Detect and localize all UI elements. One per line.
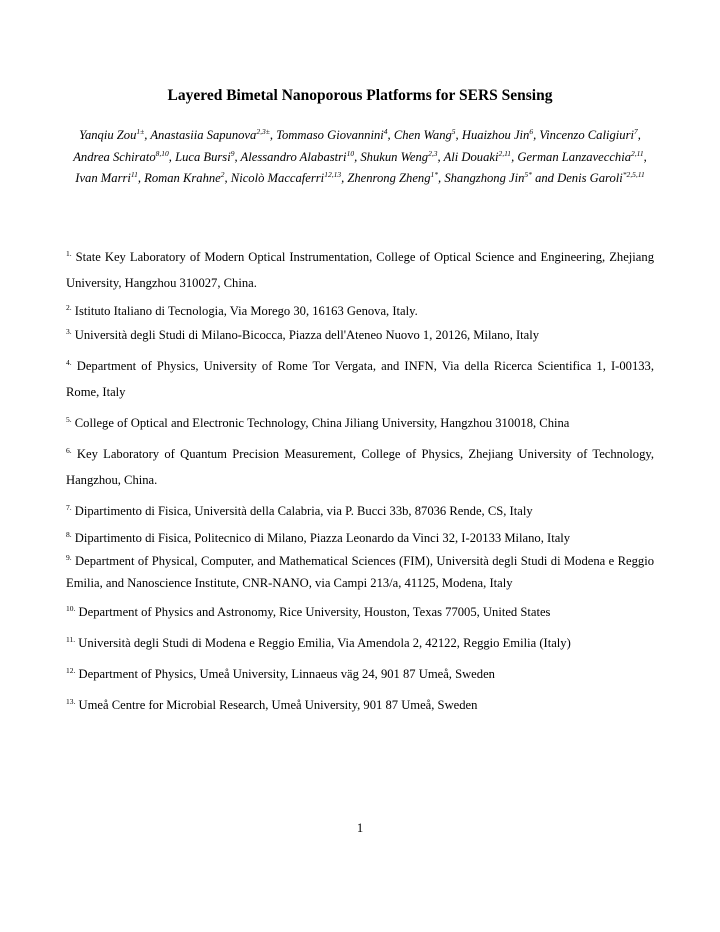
affiliation-number: 3.: [66, 327, 72, 336]
affiliation-text: Department of Physics, University of Rome Tor Vergata, and INFN, Via della Ricerca Scientifica 1, I-00133, Rome, Italy: [66, 359, 654, 399]
author: [276, 128, 387, 142]
affiliation: [66, 410, 654, 436]
author: [360, 150, 437, 164]
affiliation: [66, 550, 654, 594]
affiliation-number: 9.: [66, 553, 72, 562]
affiliation-text: Department of Physics and Astronomy, Rice University, Houston, Texas 77005, United States: [75, 605, 551, 619]
affiliation: [66, 498, 654, 524]
author-affiliation-mark: 8,10: [155, 148, 169, 158]
author-name: Yanqiu Zou: [79, 128, 137, 142]
author-affiliation-mark: 12,13: [324, 170, 342, 180]
affiliation-number: 12.: [66, 666, 76, 675]
affiliation-number: 6.: [66, 446, 72, 455]
author: [444, 150, 512, 164]
author: [539, 128, 637, 142]
affiliation: [66, 441, 654, 493]
author-affiliation-mark: 2: [220, 170, 225, 180]
affiliation: [66, 599, 654, 625]
author-name: Andrea Schirato: [73, 149, 156, 164]
affiliation-number: 8.: [66, 530, 72, 539]
affiliation-text: Key Laboratory of Quantum Precision Measurement, College of Physics, Zhejiang University of Technology, Hangzhou, China.: [66, 447, 654, 487]
affiliation-text: Dipartimento di Fisica, Politecnico di Milano, Piazza Leonardo da Vinci 32, I-20133 Milano, Italy: [71, 531, 571, 545]
paper-title: Layered Bimetal Nanoporous Platforms for SERS Sensing: [167, 87, 553, 104]
author: [73, 150, 169, 164]
affiliation: [66, 322, 654, 348]
affiliation: [66, 526, 654, 550]
author-name: Anastasiia Sapunova: [150, 128, 257, 142]
affiliation-text: Università degli Studi di Modena e Reggio Emilia, Via Amendola 2, 42122, Reggio Emilia (Italy): [75, 636, 571, 650]
author-affiliation-mark: 6: [529, 127, 534, 136]
author-affiliation-mark: 7: [633, 127, 638, 136]
author-affiliation-mark: 2,11: [498, 148, 512, 158]
author-name: Shukun Weng: [360, 149, 429, 164]
author-name: German Lanzavecchia: [517, 149, 632, 164]
affiliation: [66, 661, 654, 687]
author: [175, 150, 234, 164]
author-affiliation-mark: *2,5,11: [622, 170, 645, 180]
affiliation-number: 11.: [66, 635, 76, 644]
author-name: Chen Wang: [393, 128, 452, 142]
author-name: Luca Bursi: [175, 149, 231, 164]
affiliation-text: Università degli Studi di Milano-Bicocca, Piazza dell'Ateneo Nuovo 1, 20126, Milano, Italy: [71, 328, 540, 342]
author: [394, 128, 456, 142]
affiliation-number: 2.: [66, 303, 72, 312]
affiliation-text: College of Optical and Electronic Technology, China Jiliang University, Hangzhou 310018, China: [71, 416, 570, 430]
page-number: 1: [356, 821, 364, 835]
author: [444, 171, 532, 185]
affiliation-number: 4.: [66, 358, 72, 367]
author-name: Ali Douaki: [443, 149, 499, 164]
author-name: Shangzhong Jin: [444, 171, 525, 186]
affiliation-text: Department of Physics, Umeå University, Linnaeus väg 24, 901 87 Umeå, Sweden: [75, 667, 495, 681]
affiliation: [66, 244, 654, 296]
affiliation-text: Istituto Italiano di Tecnologia, Via Morego 30, 16163 Genova, Italy.: [71, 304, 418, 318]
affiliation: [66, 630, 654, 656]
author: [144, 171, 224, 185]
author: [241, 150, 355, 164]
affiliation: [66, 353, 654, 405]
author-affiliation-mark: 1*: [430, 170, 439, 180]
affiliation-number: 13.: [66, 697, 76, 706]
author-affiliation-mark: 5: [451, 127, 456, 136]
author-affiliation-mark: 4: [383, 127, 388, 136]
author-name: Nicolò Maccaferri: [230, 171, 325, 186]
author-name: Alessandro Alabastri: [240, 149, 347, 164]
author: [462, 128, 533, 142]
author-affiliation-mark: 1±: [136, 127, 145, 136]
affiliation-number: 10.: [66, 604, 76, 613]
author: [557, 171, 645, 185]
author-affiliation-mark: 11: [130, 170, 138, 180]
author-name: Zhenrong Zheng: [347, 171, 431, 186]
author-affiliation-mark: 2,3±: [256, 127, 270, 136]
author: [231, 171, 341, 185]
author-list: Yanqiu Zou$^{1\pm}$, Anastasiia Sapunova$^{2,3\pm}$, Tommaso Giovannini$^4$, Chen Wang$^5$, Huaizhou Jin$^6$, Vincenzo Caligiuri$^7$, Andrea Schirato$^{8,10}$, Luca Bursi$^9$, Alessandro Alabastri$^{10}$, Shukun Weng$^{2,3}$, Ali Douaki$^{2,11}$, German Lanzavecchia$^{2,11}$, Ivan Marri$^{11}$, Roman Krahne$^2$, Nicolò Maccaferri$^{12,13}$, Zhenrong Zheng$^{1*}$, Shangzhong Jin$^{5*}$ and Denis Garoli$^{*2,5,11}$: [73, 127, 647, 186]
author: [517, 150, 643, 164]
affiliation: [66, 300, 654, 322]
author: [150, 128, 270, 142]
author-affiliation-mark: 9: [230, 148, 235, 158]
affiliation-number: 1.: [66, 249, 72, 258]
affiliation-text: Umeå Centre for Microbial Research, Umeå University, 901 87 Umeå, Sweden: [75, 698, 478, 712]
author: [79, 128, 144, 142]
author-affiliation-mark: 5*: [524, 170, 532, 180]
author-affiliation-mark: 10: [346, 148, 355, 158]
affiliation-number: 5.: [66, 415, 72, 424]
author-name: Roman Krahne: [144, 171, 221, 186]
affiliation-text: Department of Physical, Computer, and Mathematical Sciences (FIM), Università degli Studi di Modena e Reggio Emilia, and Nanoscience Institute, CNR-NANO, via Campi 213/a, 41125, Modena, Italy: [66, 554, 654, 590]
author-affiliation-mark: 2,11: [631, 148, 644, 158]
affiliation-text: Dipartimento di Fisica, Università della Calabria, via P. Bucci 33b, 87036 Rende, CS, Italy: [71, 504, 533, 518]
affiliation: [66, 692, 654, 718]
author: [75, 171, 138, 185]
author: [347, 171, 438, 185]
author-name: Tommaso Giovannini: [276, 128, 384, 142]
affiliation-number: 7.: [66, 503, 72, 512]
author-name: Vincenzo Caligiuri: [539, 128, 634, 142]
author-name: Denis Garoli: [557, 171, 623, 186]
affiliation-text: State Key Laboratory of Modern Optical Instrumentation, College of Optical Science and Engineering, Zhejiang University, Hangzhou 310027, China.: [66, 250, 654, 290]
author-name: Huaizhou Jin: [461, 128, 530, 142]
author-name: Ivan Marri: [75, 171, 131, 186]
author-affiliation-mark: 2,3: [428, 148, 438, 158]
affiliation-list: [66, 244, 654, 718]
